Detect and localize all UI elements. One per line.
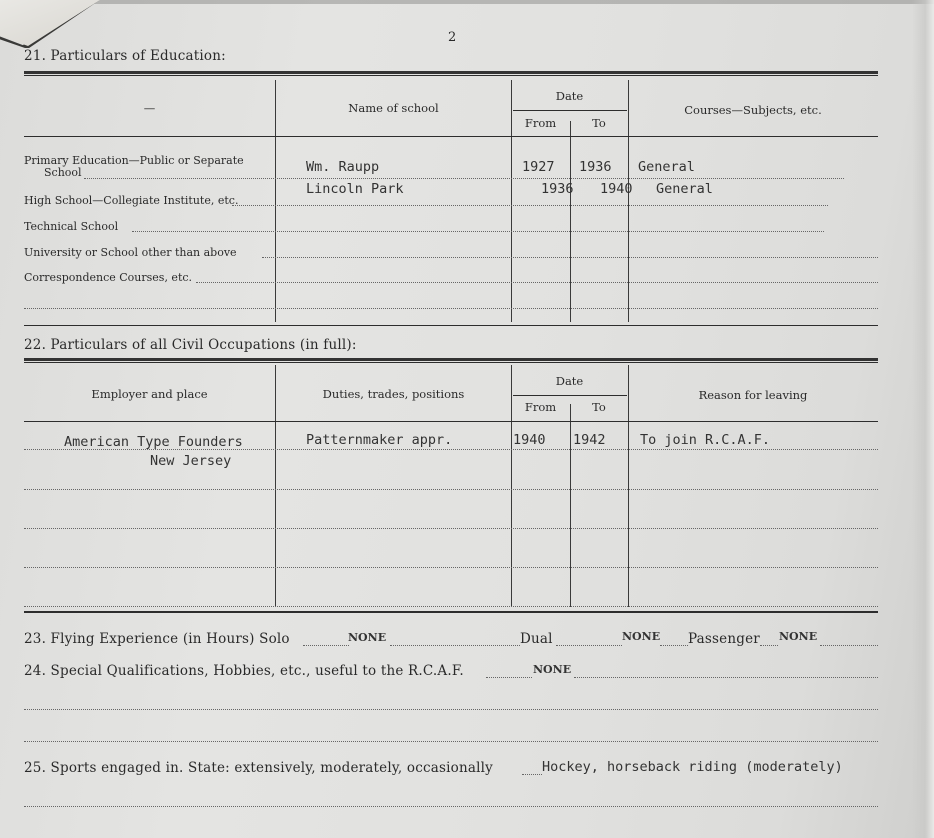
education-section-title: 21. Particulars of Education: [24,48,226,64]
courses-primary: General [638,159,695,175]
header-date: Date [555,89,584,103]
row-label-correspondence: Correspondence Courses, etc. [24,271,193,284]
occupations-col-divider [570,404,571,607]
education-col-divider [275,80,276,322]
header-reason: Reason for leaving [698,388,808,402]
occupations-col-divider [275,365,276,607]
from-high: 1936 [541,181,574,197]
dotted-line [820,645,878,646]
dotted-line [486,677,532,678]
employer-1-place: New Jersey [150,453,232,469]
occupations-bottom-rule [24,611,878,613]
dotted-line [232,205,828,206]
dotted-line [24,567,878,568]
qualifications-value: NONE [533,663,572,676]
reason-1: To join R.C.A.F. [640,432,771,448]
row-label-technical: Technical School [24,220,119,233]
row-label-primary: Primary Education—Public or Separate [24,154,244,167]
from-primary: 1927 [522,159,555,175]
dotted-line [522,774,542,775]
dotted-line [24,709,878,710]
dotted-line [84,178,844,179]
education-header-rule [24,136,878,137]
occupations-top-rule [24,358,878,361]
page-number: 2 [448,30,457,45]
education-bottom-rule [24,325,878,326]
row-label-high-school: High School—Collegiate Institute, etc. [24,194,239,207]
dotted-line [24,308,878,309]
education-top-rule-thin [24,75,878,76]
dotted-line [24,528,878,529]
school-primary: Wm. Raupp [306,159,380,175]
paper-edge [912,0,934,838]
to-1: 1942 [573,432,606,448]
flying-experience-label: 23. Flying Experience (in Hours) Solo [24,631,290,647]
date-header-rule [513,110,627,111]
date-header-rule [513,395,627,396]
dotted-line [760,645,778,646]
education-col-divider [570,121,571,322]
dotted-line [24,741,878,742]
duties-1: Patternmaker appr. [306,432,453,448]
header-category: — [143,101,156,115]
scan-top-edge [0,0,934,4]
employer-1: American Type Founders [64,434,243,450]
header-school: Name of school [348,101,439,115]
flying-dual-value: NONE [622,630,661,643]
from-1: 1940 [513,432,546,448]
school-high: Lincoln Park [306,181,404,197]
to-high: 1940 [600,181,633,197]
header-to: To [592,116,606,130]
sports-value: Hockey, horseback riding (moderately) [542,759,843,775]
dotted-line [196,282,878,283]
courses-high: General [656,181,713,197]
row-label-university: University or School other than above [24,246,237,259]
dotted-line [660,645,688,646]
occupations-header-rule [24,421,878,422]
flying-passenger-label: Passenger [688,631,760,647]
header-duties: Duties, trades, positions [322,387,465,401]
to-primary: 1936 [579,159,612,175]
flying-solo-value: NONE [348,631,387,644]
folded-corner [0,0,100,46]
dotted-line [556,645,622,646]
education-top-rule [24,71,878,74]
row-label-primary-cont: School [44,166,82,179]
dotted-line [390,645,520,646]
header-employer: Employer and place [91,387,208,401]
header-from: From [524,400,557,414]
qualifications-label: 24. Special Qualifications, Hobbies, etc., useful to the R.C.A.F. [24,663,464,679]
dotted-line [574,677,878,678]
occupations-section-title: 22. Particulars of all Civil Occupations (in full): [24,337,357,353]
sports-label: 25. Sports engaged in. State: extensively, moderately, occasionally [24,760,493,776]
dotted-line [303,645,349,646]
header-date: Date [555,374,584,388]
flying-dual-label: Dual [520,631,553,647]
dotted-line [24,806,878,807]
flying-passenger-value: NONE [779,630,818,643]
dotted-line [262,257,878,258]
occupations-top-rule-thin [24,362,878,363]
dotted-line [132,231,824,232]
header-from: From [524,116,557,130]
dotted-line [24,489,878,490]
header-courses: Courses—Subjects, etc. [684,103,822,117]
header-to: To [592,400,606,414]
dotted-line [24,606,878,607]
dotted-line [24,449,878,450]
